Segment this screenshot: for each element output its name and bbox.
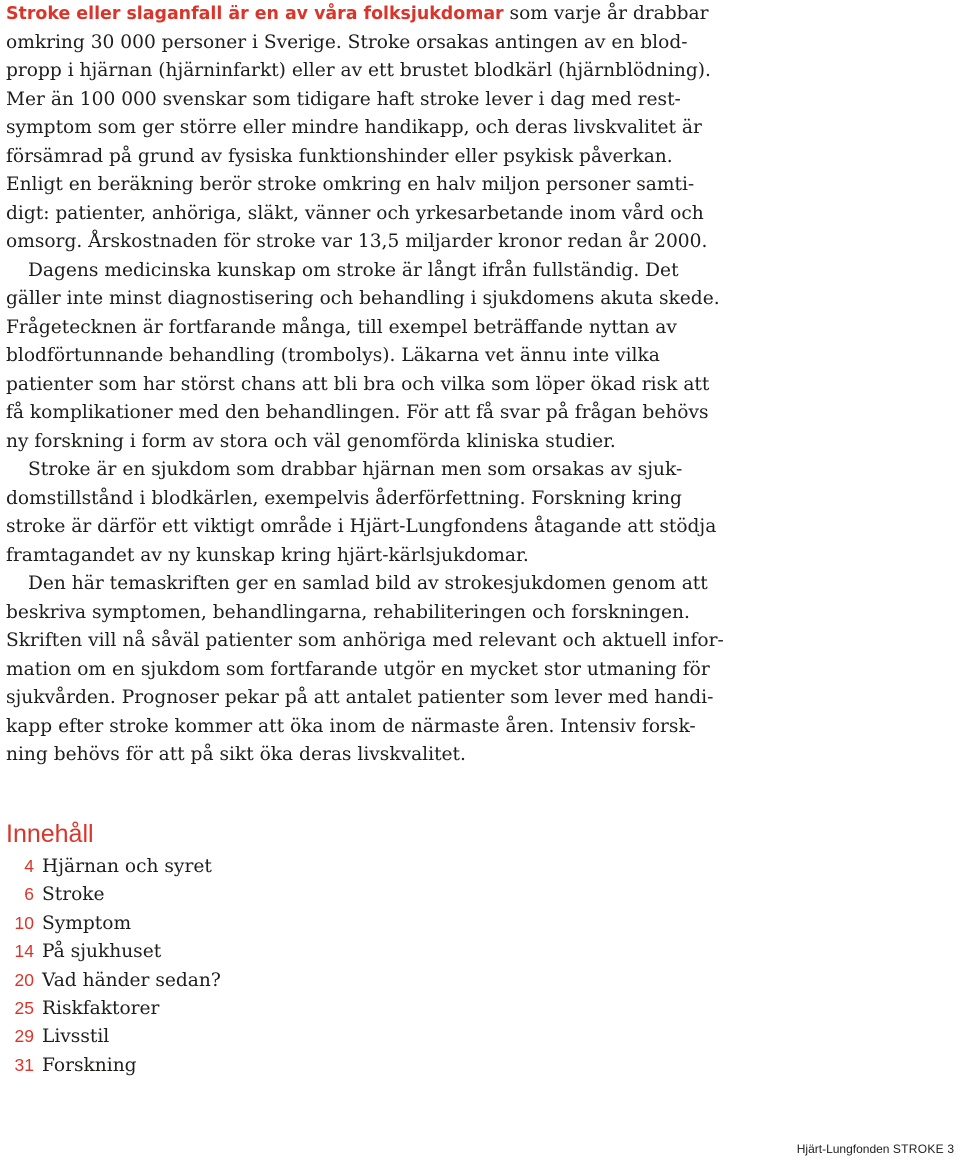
- paragraph-2-line: Dagens medicinska kunskap om stroke är långt ifrån fullständig. Det: [28, 259, 679, 281]
- toc-page-number: 4: [24, 856, 34, 876]
- toc-label: Livsstil: [42, 1026, 110, 1048]
- toc-page-number: 6: [24, 884, 34, 905]
- intro-lead: Stroke eller slaganfall är en av våra folksjukdomar: [6, 4, 504, 24]
- page-footer: [797, 1140, 954, 1158]
- toc-item[interactable]: [6, 1051, 506, 1079]
- toc-label: Hjärnan och syret: [42, 856, 212, 877]
- intro-line: omkring 30 000 personer i Sverige. Stroke orsakas antingen av en blod-: [6, 31, 688, 53]
- toc-list: [6, 852, 506, 1079]
- intro-line: Mer än 100 000 svenskar som tidigare haft stroke lever i dag med rest-: [6, 88, 681, 110]
- intro-line: propp i hjärnan (hjärninfarkt) eller av ett brustet blodkärl (hjärnblödning).: [6, 60, 711, 81]
- toc-item[interactable]: [6, 1022, 506, 1050]
- paragraph-2-line: få komplikationer med den behandlingen. För att få svar på frågan behövs: [6, 402, 709, 423]
- paragraph-4-line: sjukvården. Prognoser pekar på att antalet patienter som lever med handi-: [6, 687, 714, 708]
- intro-line: Enligt en beräkning berör stroke omkring en halv miljon personer samti-: [6, 174, 695, 195]
- toc-label: Riskfaktorer: [42, 997, 160, 1019]
- paragraph-3-line: domstillstånd i blodkärlen, exempelvis åderförfettning. Forskning kring: [6, 487, 682, 509]
- toc-page-number: 31: [14, 1054, 34, 1075]
- toc-item[interactable]: [6, 880, 506, 908]
- paragraph-3-line: Stroke är en sjukdom som drabbar hjärnan men som orsakas av sjuk-: [28, 459, 683, 480]
- footer-publication: STROKE: [892, 1142, 944, 1156]
- paragraph-3-line: stroke är därför ett viktigt område i Hjärt-Lungfondens åtagande att stödja: [6, 516, 717, 537]
- toc-page-number: 25: [14, 997, 34, 1018]
- intro-line: symptom som ger större eller mindre handikapp, och deras livskvalitet är: [6, 117, 702, 138]
- toc-page-number: 20: [14, 969, 34, 990]
- toc-item[interactable]: [6, 966, 506, 994]
- paragraph-4-line: Den här temaskriften ger en samlad bild av strokesjukdomen genom att: [28, 573, 708, 594]
- toc-page-number: 14: [14, 941, 34, 962]
- paragraph-2-line: patienter som har störst chans att bli bra och vilka som löper ökad risk att: [6, 373, 710, 395]
- toc-label: Vad händer sedan?: [42, 969, 221, 991]
- paragraph-2-line: blodförtunnande behandling (trombolys). Läkarna vet ännu inte vilka: [6, 345, 660, 366]
- toc-title: Innehåll: [6, 820, 94, 848]
- intro-line-text: som varje år drabbar: [503, 3, 709, 24]
- paragraph-2-line: Frågetecknen är fortfarande många, till exempel beträffande nyttan av: [6, 316, 677, 338]
- toc-item[interactable]: [6, 909, 506, 937]
- toc-item[interactable]: [6, 994, 506, 1022]
- toc-page-number: 29: [14, 1026, 34, 1047]
- table-of-contents: [6, 816, 506, 1079]
- paragraph-3-line: framtagandet av ny kunskap kring hjärt-kärlsjukdomar.: [6, 544, 529, 566]
- intro-line: digt: patienter, anhöriga, släkt, vänner och yrkesarbetande inom vård och: [6, 202, 704, 224]
- footer-page-number: 3: [947, 1142, 954, 1156]
- toc-page-number: 10: [14, 912, 34, 933]
- paragraph-4-line: Skriften vill nå såväl patienter som anhöriga med relevant och aktuell infor-: [6, 630, 724, 651]
- toc-item[interactable]: [6, 937, 506, 965]
- paragraph-4-line: beskriva symptomen, behandlingarna, rehabiliteringen och forskningen.: [6, 601, 690, 623]
- toc-label: Stroke: [42, 884, 105, 906]
- paragraph-2-line: ny forskning i form av stora och väl genomförda kliniska studier.: [6, 430, 616, 452]
- paragraph-4-line: ning behövs för att på sikt öka deras livskvalitet.: [6, 744, 466, 765]
- intro-line: omsorg. Årskostnaden för stroke var 13,5 miljarder kronor redan år 2000.: [6, 231, 708, 252]
- toc-label: På sjukhuset: [42, 941, 162, 963]
- paragraph-4-line: mation om en sjukdom som fortfarande utgör en mycket stor utmaning för: [6, 658, 710, 680]
- footer-publisher: Hjärt-Lungfonden: [796, 1142, 890, 1156]
- toc-label: Symptom: [42, 912, 132, 934]
- paragraph-4-line: kapp efter stroke kommer att öka inom de närmaste åren. Intensiv forsk-: [6, 715, 696, 737]
- intro-line: [6, 0, 956, 29]
- toc-item[interactable]: [6, 852, 506, 880]
- intro-line: försämrad på grund av fysiska funktionshinder eller psykisk påverkan.: [6, 145, 673, 167]
- paragraph-2-line: gäller inte minst diagnostisering och behandling i sjukdomens akuta skede.: [6, 288, 720, 309]
- toc-label: Forskning: [42, 1054, 137, 1076]
- article-body: [6, 0, 956, 770]
